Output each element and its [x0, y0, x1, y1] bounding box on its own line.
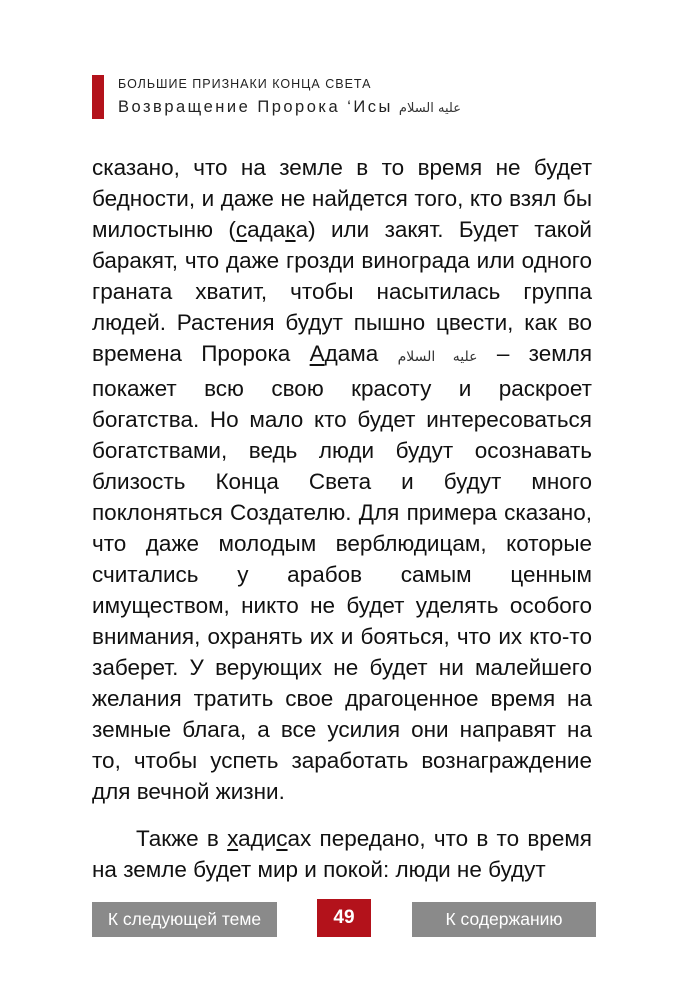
body-text [92, 152, 592, 885]
paragraph: сказано, что на земле в то время не будет бедности, и даже не найдется того, кто взял бы милостыню (садака) или закят. Будет такой баракят, что даже грозди винограда или одного граната хватит, чтобы насытилась группа людей. Растения будут пышно цвести, как во времена Пророка Адама عليه السلام – земля покажет всю свою красоту и раскроет богатства. Но мало кто будет интересоваться богатствами, ведь люди будут осознавать близость Конца Света и будут много поклоняться Создателю. Для примера сказано, что даже молодым верблюдицам, которые считались у арабов самым ценным имуществом, никто не будет уделять особого внимания, охранять их и бояться, что их кто-то заберет. У верующих не будет ни малейшего желания тратить свое драгоценное время на земные блага, а все усилия они направят на то, чтобы успеть заработать вознаграждение для вечной жизни. [92, 155, 593, 804]
chapter-title-line [118, 98, 461, 117]
chapter-title: Возвращение Пророка ‘Исы [118, 98, 393, 116]
table-of-contents-button[interactable]: К содержанию [412, 902, 596, 937]
header-accent-bar [92, 75, 104, 119]
honorific-calligraphy: عليه السلام [397, 349, 478, 365]
honorific-calligraphy: عليه السلام [398, 101, 461, 116]
next-topic-button[interactable]: К следующей теме [92, 902, 277, 937]
book-title: БОЛЬШИЕ ПРИЗНАКИ КОНЦА СВЕТА [118, 77, 372, 91]
page-number: 49 [317, 899, 371, 937]
paragraph: Также в хадисах передано, что в то время на земле будет мир и покой: люди не будут [92, 826, 592, 882]
